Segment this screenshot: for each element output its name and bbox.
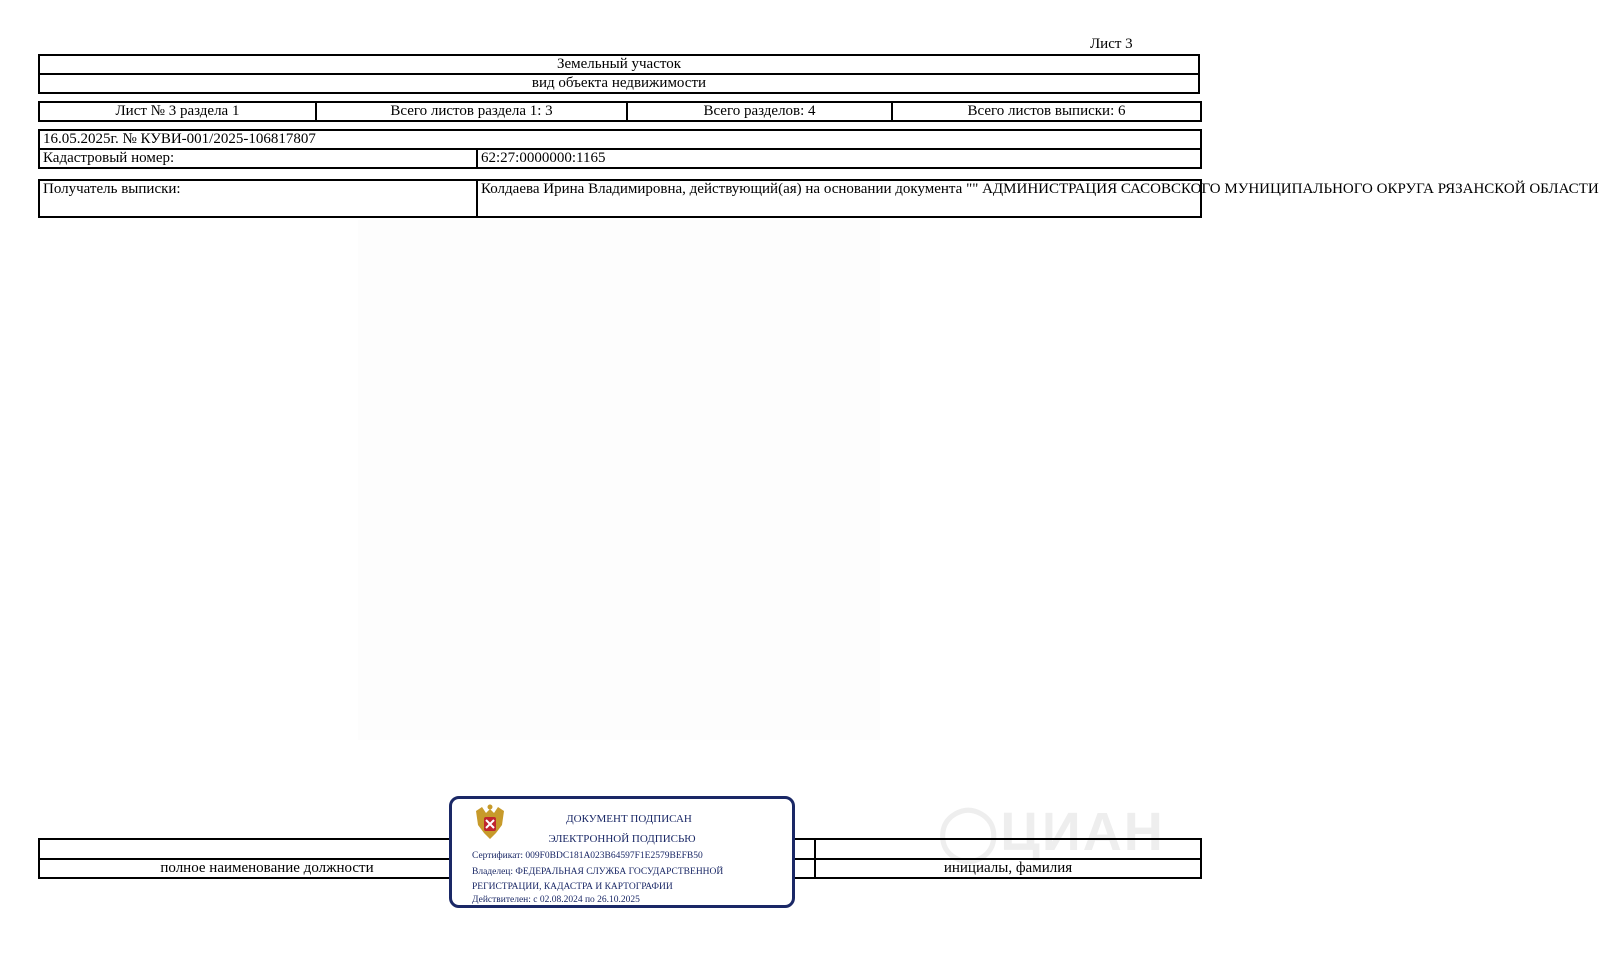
- total-sections: Всего разделов: 4: [627, 102, 892, 121]
- sheet-counters-table: [38, 101, 1202, 122]
- name-caption: инициалы, фамилия: [815, 859, 1201, 878]
- stamp-owner-1: Владелец: ФЕДЕРАЛЬНАЯ СЛУЖБА ГОСУДАРСТВЕННОЙ: [472, 867, 724, 877]
- sheet-of-section: Лист № 3 раздела 1: [39, 102, 316, 121]
- stamp-certificate: Сертификат: 009F0BDC181A023B64597F1E2579BEFB50: [472, 851, 703, 861]
- stamp-owner-2: РЕГИСТРАЦИИ, КАДАСТРА И КАРТОГРАФИИ: [472, 882, 673, 892]
- total-sheets-section: Всего листов раздела 1: 3: [316, 102, 627, 121]
- position-caption: полное наименование должности: [39, 859, 495, 878]
- electronic-signature-stamp: [449, 796, 795, 908]
- cadastral-value: 62:27:0000000:1165: [477, 149, 1201, 168]
- stamp-title-2: ЭЛЕКТРОННОЙ ПОДПИСЬЮ: [548, 833, 696, 845]
- object-type-caption: вид объекта недвижимости: [39, 74, 1199, 93]
- document-info-table: [38, 129, 1202, 169]
- recipient-table: [38, 179, 1599, 218]
- cadastral-label: Кадастровый номер:: [39, 149, 477, 168]
- recipient-label: Получатель выписки:: [39, 180, 477, 217]
- blank-content-area: [358, 220, 880, 740]
- watermark-logo: ◯ЦИАН: [938, 802, 1165, 862]
- object-type-table: [38, 54, 1200, 94]
- name-field: [815, 839, 1201, 859]
- total-sheets-extract: Всего листов выписки: 6: [892, 102, 1201, 121]
- object-type: Земельный участок: [39, 55, 1199, 74]
- stamp-validity: Действителен: с 02.08.2024 по 26.10.2025: [472, 895, 640, 905]
- recipient-value: Колдаева Ирина Владимировна, действующий(ая) на основании документа "" АДМИНИСТРАЦИЯ САСОВСКОГО МУНИЦИПАЛЬНОГО ОКРУГА РЯЗАНСКОЙ ОБЛАСТИ: [477, 180, 1201, 217]
- stamp-title-1: ДОКУМЕНТ ПОДПИСАН: [566, 813, 692, 825]
- position-field: [39, 839, 495, 859]
- sheet-number: Лист 3: [1090, 36, 1133, 52]
- document-date-number: 16.05.2025г. № КУВИ-001/2025-106817807: [39, 130, 1201, 149]
